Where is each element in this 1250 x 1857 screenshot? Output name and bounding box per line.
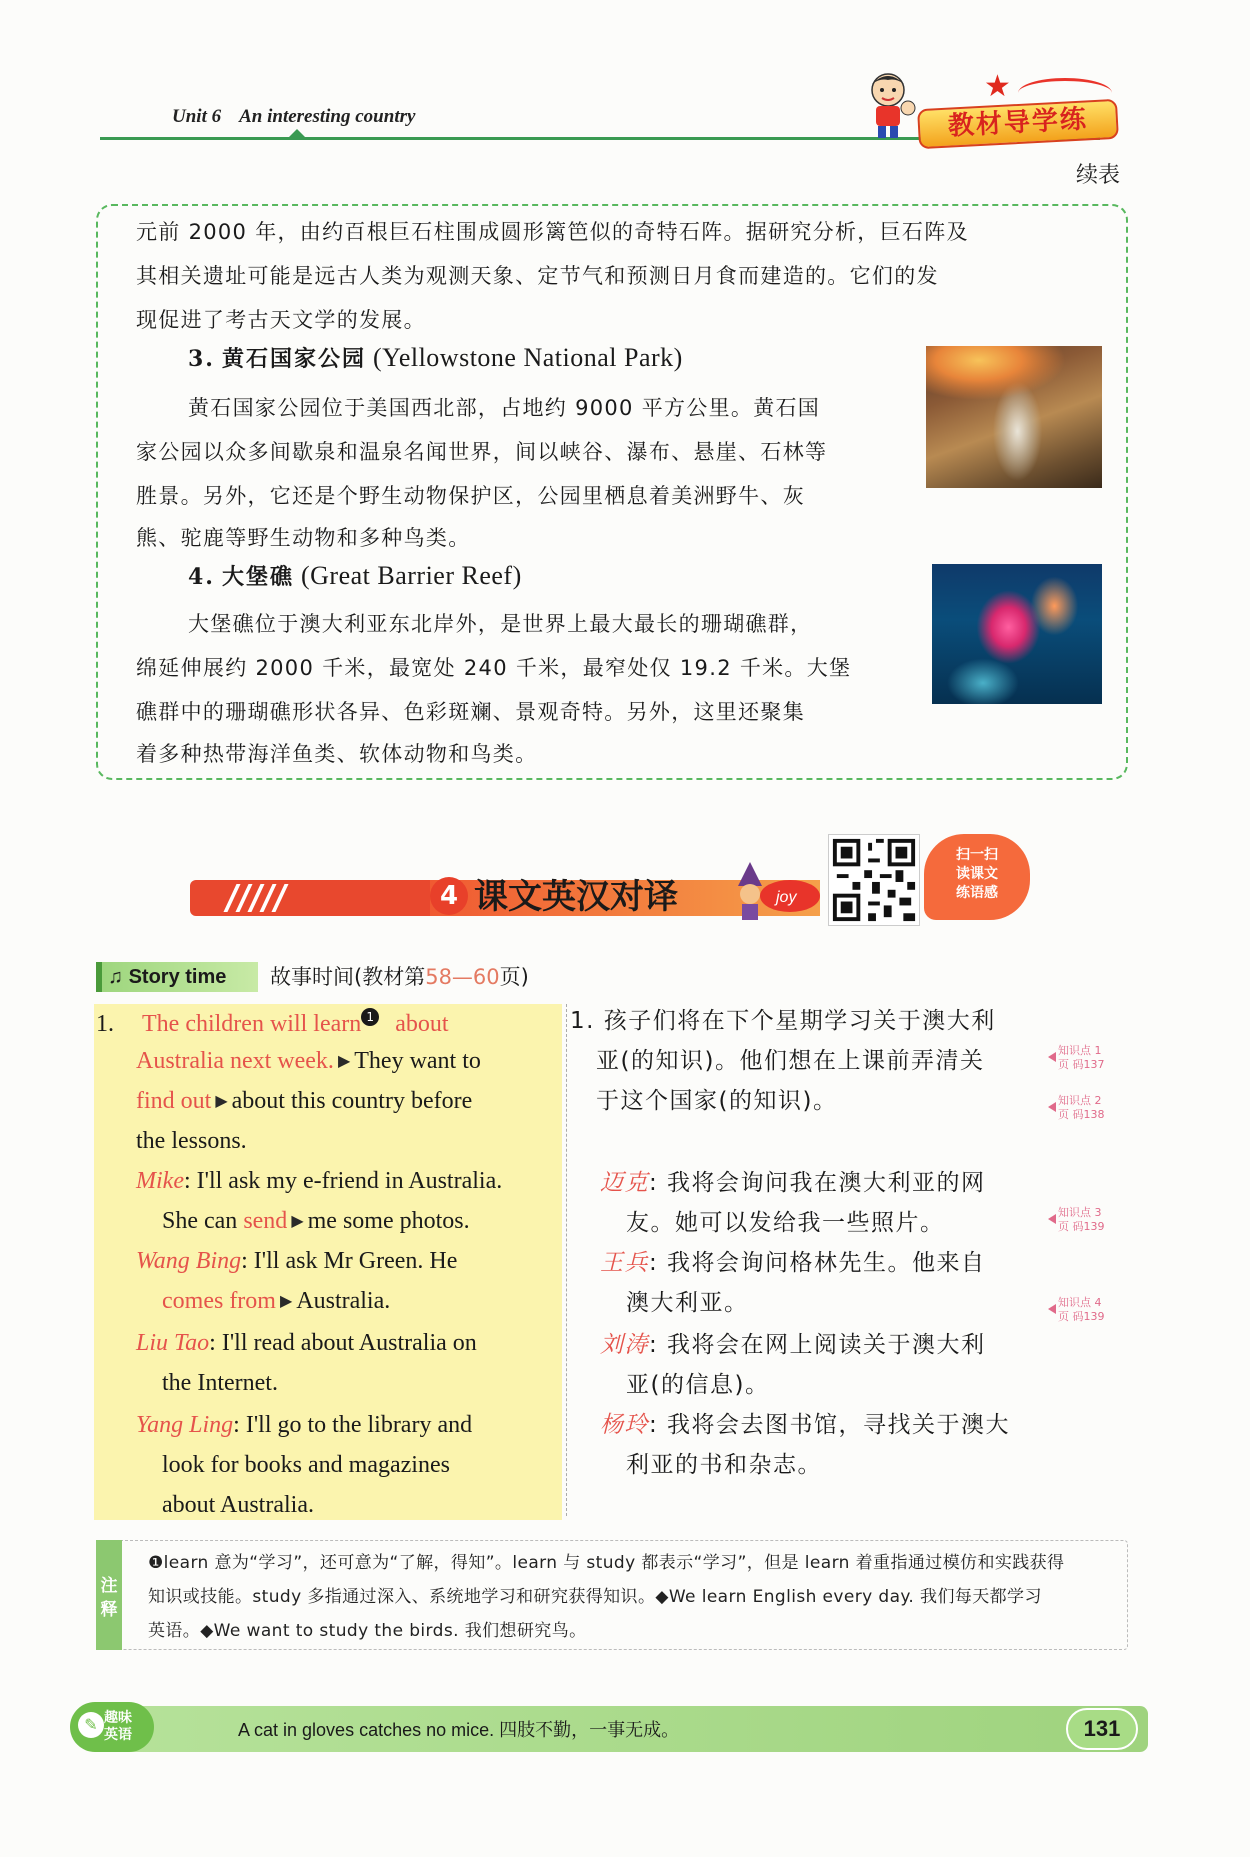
knowledge-point-page: 页 码139 [1058,1310,1105,1323]
story-cn-line [600,1406,1010,1439]
proverb [238,1716,679,1742]
logo-text: 教材导学练 [917,99,1119,149]
note-line: ❶learn 意为“学习”，还可意为“了解，得知”。learn 与 study 都表示“学习”，但是 learn 着重指通过模仿和实践获得 [148,1553,1065,1573]
story-cn-line [600,1244,986,1277]
yellowstone-canyon-photo [926,346,1102,488]
story-en-line [136,1330,477,1357]
story-cn-text: : 我将会询问我在澳大利亚的网 [649,1170,986,1196]
column-divider [566,1004,567,1516]
triangle-icon: ▶ [275,1293,297,1310]
section-line: 礁群中的珊瑚礁形状各异、色彩斑斓、景观奇特。另外，这里还聚集 [136,700,805,724]
story-tag-text: Story time [128,966,227,988]
section-line: 着多种热带海洋鱼类、软体动物和鸟类。 [136,742,538,766]
mascot-label: joy [776,889,797,906]
coral-reef-photo [932,564,1102,704]
note-line: 知识或技能。study 多指通过深入、系统地学习和研究获得知识。◆We learn English every day. 我们每天都学习 [148,1587,1042,1607]
knowledge-point-page: 页 码139 [1058,1220,1105,1233]
knowledge-point-ref[interactable] [1048,1094,1126,1124]
header-rule-marker [288,129,306,138]
proverb-cn: 四肢不勤，一事无成。 [499,1720,680,1741]
story-cn-line: 友。她可以发给我一些照片。 [626,1210,945,1236]
story-en-text: look for books and magazines [162,1452,450,1478]
scan-badge-line: 扫一扫 [956,847,998,863]
badge-line: 趣味 [104,1710,132,1726]
speaker-name: Wang Bing [136,1248,242,1274]
intro-line: 元前 2000 年，由约百根巨石柱围成圆形篱笆似的奇特石阵。据研究分析，巨石阵及 [136,220,969,244]
scan-badge-line: 练语感 [956,885,998,901]
story-en-text: about [395,1011,449,1037]
section-line: 黄石国家公园位于美国西北部，占地约 9000 平方公里。黄石国 [188,396,821,420]
knowledge-point-page: 页 码137 [1058,1058,1105,1071]
knowledge-point-ref[interactable] [1048,1206,1126,1236]
note-line: 英语。◆We want to study the birds. 我们想研究鸟。 [148,1621,587,1641]
star-icon: ★ [984,69,1011,104]
joy-mascot-icon [732,856,822,926]
story-en-text: : I'll read about Australia on [209,1330,477,1356]
story-en-text: about Australia. [162,1492,314,1518]
intro-line: 现促进了考古天文学的发展。 [136,308,426,332]
intro-line: 其相关遗址可能是远古人类为观测天象、定节气和预测日月食而建造的。它们的发 [136,264,939,288]
unit-number: Unit 6 [172,106,222,127]
story-en-text: find out [136,1088,212,1114]
arrow-left-icon [1048,1102,1056,1112]
story-cn-text: : 我将会去图书馆，寻找关于澳大 [649,1412,1011,1438]
section-line: 胜景。另外，它还是个野生动物保护区，公园里栖息着美洲野牛、灰 [136,484,805,508]
knowledge-point-page: 页 码138 [1058,1108,1105,1121]
knowledge-point-ref[interactable] [1048,1296,1126,1326]
badge-line: 英语 [104,1727,132,1743]
section-line: 熊、驼鹿等野生动物和多种鸟类。 [136,526,471,550]
story-en-line [136,1048,481,1075]
arrow-left-icon [1048,1052,1056,1062]
story-cn-line: 利亚的书和杂志。 [626,1452,822,1478]
story-title-end: 页) [499,965,529,989]
story-cn-line: 亚(的信息)。 [626,1372,770,1398]
section-line: 大堡礁位于澳大利亚东北岸外，是世界上最大最长的珊瑚礁群， [188,612,813,636]
series-logo [860,66,1120,148]
banner-number: 4 [430,877,468,915]
story-en-text: about this country before [231,1088,473,1114]
section-number: 4. [188,564,215,590]
story-heading [96,962,1006,992]
speaker-name-cn: 迈克 [600,1170,649,1196]
section-title-en: (Yellowstone National Park) [372,343,683,372]
story-en-line [136,1168,502,1195]
unit-title: An interesting country [239,106,416,127]
section-title-en: (Great Barrier Reef) [300,561,522,590]
triangle-icon: ▶ [333,1053,355,1070]
story-en-text: They want to [354,1048,481,1074]
arrow-left-icon [1048,1304,1056,1314]
story-title-text: 故事时间(教材第 [270,965,426,989]
story-en-text: comes from [162,1288,276,1314]
story-en-text: Australia next week. [136,1048,334,1074]
section-line: 绵延伸展约 2000 千米，最宽处 240 千米，最窄处仅 19.2 千米。大堡 [136,656,852,680]
notes-tag: 注释 [96,1540,122,1650]
story-pages: 58—60 [425,965,500,989]
banner-stripe [190,880,430,916]
pencil-icon: ✎ [78,1712,104,1738]
story-en-text: : I'll ask Mr Green. He [241,1248,458,1274]
story-tag: ♫ Story time [96,962,258,992]
section-title-reef [188,560,522,591]
knowledge-point-label: 知识点 3 [1058,1206,1102,1219]
story-en-text: the lessons. [136,1128,247,1154]
section-line: 家公园以众多间歇泉和温泉名闻世界，间以峡谷、瀑布、悬崖、石林等 [136,440,828,464]
section-title-cn: 黄石国家公园 [221,346,366,372]
speaker-name-cn: 王兵 [600,1250,649,1276]
story-en-line [136,1088,472,1115]
section-title-cn: 大堡礁 [221,564,294,590]
story-en-text: : I'll go to the library and [233,1412,473,1438]
section-title-yellowstone [188,342,683,373]
qr-code[interactable] [828,834,920,926]
speaker-name-cn: 刘涛 [600,1332,649,1358]
section-banner [430,866,678,928]
knowledge-point-ref[interactable] [1048,1044,1126,1074]
arrow-left-icon [1048,1214,1056,1224]
unit-heading [172,106,415,128]
knowledge-point-label: 知识点 1 [1058,1044,1102,1057]
item-number: 1. [96,1011,114,1037]
speaker-name: Mike [136,1168,184,1194]
story-cn-line: 于这个国家(的知识)。 [596,1088,838,1114]
story-cn-line: 亚(的知识)。他们想在上课前弄清关 [596,1048,985,1074]
scan-badge [924,834,1030,920]
story-en-text: She can [162,1208,238,1234]
story-cn-line [600,1326,986,1359]
banner-title: 课文英汉对译 [474,877,678,917]
speaker-name: Yang Ling [136,1412,234,1438]
story-en-text: me some photos. [307,1208,470,1234]
story-cn-text: : 我将会询问格林先生。他来自 [649,1250,986,1276]
story-en-text: : I'll ask my e-friend in Australia. [183,1168,503,1194]
note-marker: 1 [361,1008,379,1026]
speaker-name: Liu Tao [136,1330,210,1356]
triangle-icon: ▶ [287,1213,308,1230]
story-en-line [162,1288,390,1315]
story-en-line [162,1208,470,1235]
continued-label: 续表 [1076,163,1121,188]
story-en-text: Australia. [296,1288,391,1314]
story-title-cn [270,962,529,992]
triangle-icon: ▶ [211,1093,232,1110]
story-en-line [136,1412,472,1439]
page-number: 131 [1066,1708,1138,1750]
story-en-text: send [243,1208,288,1234]
knowledge-point-label: 知识点 4 [1058,1296,1102,1309]
story-en-text: the Internet. [162,1370,278,1396]
story-cn-line: 1. 孩子们将在下个星期学习关于澳大利 [570,1008,996,1034]
story-cn-line [600,1164,986,1197]
story-cn-text: : 我将会在网上阅读关于澳大利 [649,1332,986,1358]
speaker-name-cn: 杨玲 [600,1412,649,1438]
story-en-line [96,1008,449,1038]
story-cn-line: 澳大利亚。 [626,1290,749,1316]
proverb-en: A cat in gloves catches no mice. [238,1720,495,1740]
knowledge-point-label: 知识点 2 [1058,1094,1102,1107]
mascot-boy-icon [862,70,918,140]
scan-badge-line: 读课文 [956,866,998,882]
section-number: 3. [188,346,215,372]
story-en-text: The children will learn [142,1011,362,1037]
story-en-line [136,1248,457,1275]
